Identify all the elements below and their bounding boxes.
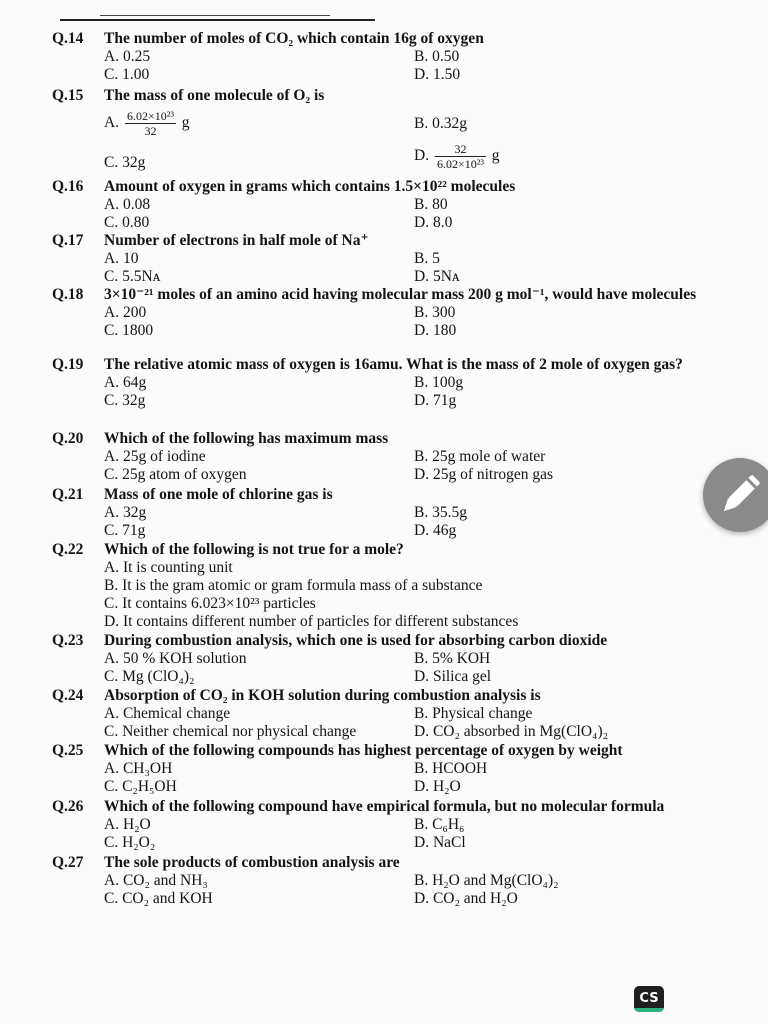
- question-number: Q.25: [52, 742, 84, 759]
- question-number: Q.19: [52, 356, 84, 373]
- option-c: C. 25g atom of oxygen: [104, 466, 247, 483]
- fraction-denominator: 6.02×10²³: [436, 157, 484, 171]
- option-a: A. 50 % KOH solution: [104, 650, 247, 667]
- option-c: C. CO₂ and KOH: [104, 890, 213, 907]
- option-d: D. 1.50: [414, 66, 461, 83]
- option-b: B. 25g mole of water: [414, 448, 546, 465]
- question-number: Q.16: [52, 178, 84, 195]
- option-a: A. 0.08: [104, 196, 151, 213]
- question-text: Absorption of CO₂ in KOH solution during combustion analysis is: [104, 687, 541, 704]
- fraction-numerator: 32: [435, 142, 486, 157]
- pencil-icon: [703, 458, 768, 532]
- option-d-unit: g: [491, 147, 500, 165]
- question-number: Q.22: [52, 541, 84, 558]
- question-number: Q.18: [52, 286, 84, 303]
- question-23: [52, 632, 738, 686]
- option-c: C. 5.5Nᴀ: [104, 268, 161, 285]
- question-text: Which of the following is not true for a mole?: [104, 541, 404, 558]
- option-b: B. 80: [414, 196, 448, 213]
- option-d: D. 71g: [414, 392, 457, 409]
- option-b: B. HCOOH: [414, 760, 488, 777]
- question-26: [52, 798, 738, 852]
- question-25: [52, 742, 738, 796]
- question-number: Q.14: [52, 30, 84, 47]
- question-text: 3×10⁻²¹ moles of an amino acid having molecular mass 200 g mol⁻¹, would have molecules: [104, 286, 697, 303]
- question-number: Q.21: [52, 486, 84, 503]
- question-24: [52, 687, 738, 741]
- edit-button[interactable]: [703, 458, 768, 532]
- option-d-prefix: D.: [414, 147, 430, 165]
- question-27: [52, 854, 738, 908]
- option-d: D. 180: [414, 322, 457, 339]
- option-c: C. Neither chemical nor physical change: [104, 723, 357, 740]
- option-a: [104, 109, 414, 138]
- camscanner-logo: CS: [634, 986, 664, 1012]
- question-text: Which of the following has maximum mass: [104, 430, 389, 447]
- question-text: The number of moles of CO₂ which contain 16g of oxygen: [104, 30, 484, 47]
- option-c: C. 32g: [104, 392, 146, 409]
- question-number: Q.20: [52, 430, 84, 447]
- option-b: B. Physical change: [414, 705, 533, 722]
- question-text: During combustion analysis, which one is used for absorbing carbon dioxide: [104, 632, 608, 649]
- question-15: [52, 87, 738, 172]
- option-b: B. 35.5g: [414, 504, 467, 521]
- question-text: Which of the following compounds has highest percentage of oxygen by weight: [104, 742, 623, 759]
- header-rule: [60, 19, 375, 21]
- option-c: C. 1.00: [104, 66, 150, 83]
- option-d: D. CO₂ and H₂O: [414, 890, 518, 907]
- option-c: C. Mg (ClO₄)₂: [104, 668, 195, 685]
- option-d: D. 25g of nitrogen gas: [414, 466, 554, 483]
- question-14: [52, 30, 738, 84]
- option-d: D. 5Nᴀ: [414, 268, 460, 285]
- option-d: D. NaCl: [414, 834, 466, 851]
- option-a-unit: g: [181, 114, 190, 132]
- fraction-numerator: 6.02×10²³: [126, 109, 174, 123]
- option-c: C. C₂H₅OH: [104, 778, 177, 795]
- question-text: Number of electrons in half mole of Na⁺: [104, 232, 369, 249]
- option-c: C. It contains 6.023×10²³ particles: [104, 595, 316, 612]
- option-b: B. 5: [414, 250, 440, 267]
- option-a: A. 10: [104, 250, 139, 267]
- option-b: B. 0.50: [414, 48, 460, 65]
- option-d: D. Silica gel: [414, 668, 492, 685]
- fraction: [125, 109, 176, 138]
- question-text: The sole products of combustion analysis are: [104, 854, 400, 871]
- option-b: B. 5% KOH: [414, 650, 491, 667]
- option-a: A. H₂O: [104, 816, 151, 833]
- option-d: D. CO₂ absorbed in Mg(ClO₄)₂: [414, 723, 609, 740]
- question-number: Q.26: [52, 798, 84, 815]
- option-a: A. 64g: [104, 374, 147, 391]
- option-d: [414, 142, 738, 172]
- question-20: [52, 430, 738, 484]
- option-c: C. H₂O₂: [104, 834, 156, 851]
- option-c: C. 0.80: [104, 214, 150, 231]
- option-d: D. 46g: [414, 522, 457, 539]
- question-text: The mass of one molecule of O₂ is: [104, 87, 325, 104]
- question-number: Q.23: [52, 632, 84, 649]
- fraction: [435, 142, 486, 171]
- question-text: Mass of one mole of chlorine gas is: [104, 486, 333, 503]
- option-b: B. It is the gram atomic or gram formula mass of a substance: [104, 577, 483, 594]
- question-16: [52, 178, 738, 232]
- option-b: B. C₆H₆: [414, 816, 465, 833]
- option-a: A. 32g: [104, 504, 147, 521]
- question-number: Q.15: [52, 87, 84, 104]
- question-number: Q.27: [52, 854, 84, 871]
- option-b: B. 0.32g: [414, 115, 467, 132]
- question-text: The relative atomic mass of oxygen is 16amu. What is the mass of 2 mole of oxygen gas?: [104, 356, 683, 373]
- question-17: [52, 232, 738, 286]
- option-a-prefix: A.: [104, 114, 120, 132]
- option-b: B. 100g: [414, 374, 464, 391]
- question-18: [52, 286, 738, 340]
- question-text: Which of the following compound have empirical formula, but no molecular formula: [104, 798, 665, 815]
- option-a: A. CH₃OH: [104, 760, 173, 777]
- option-c: C. 32g: [104, 154, 146, 171]
- option-a: A. 0.25: [104, 48, 151, 65]
- question-22: [52, 541, 738, 631]
- option-a: A. 200: [104, 304, 147, 321]
- option-d: D. 8.0: [414, 214, 453, 231]
- option-d: D. It contains different number of particles for different substances: [104, 613, 519, 630]
- option-c: C. 1800: [104, 322, 154, 339]
- question-number: Q.24: [52, 687, 84, 704]
- option-a: A. CO₂ and NH₃: [104, 872, 208, 889]
- option-a: A. Chemical change: [104, 705, 231, 722]
- fraction-denominator: 32: [144, 124, 157, 138]
- question-19: [52, 356, 738, 410]
- option-b: B. H₂O and Mg(ClO₄)₂: [414, 872, 559, 889]
- question-text: Amount of oxygen in grams which contains 1.5×10²² molecules: [104, 178, 516, 195]
- option-d: D. H₂O: [414, 778, 461, 795]
- option-b: B. 300: [414, 304, 456, 321]
- question-21: [52, 486, 738, 540]
- option-a: A. It is counting unit: [104, 559, 233, 576]
- question-number: Q.17: [52, 232, 84, 249]
- option-c: C. 71g: [104, 522, 146, 539]
- option-a: A. 25g of iodine: [104, 448, 206, 465]
